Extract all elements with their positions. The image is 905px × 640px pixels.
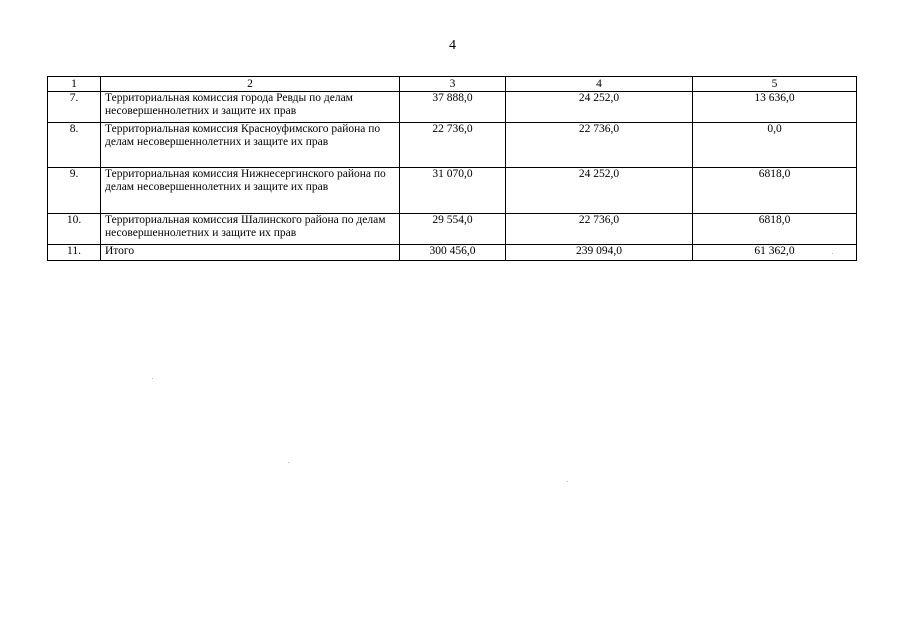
row-number: 11. bbox=[48, 245, 101, 261]
value-col-5: 6818,0 bbox=[693, 168, 857, 214]
total-col-3: 300 456,0 bbox=[400, 245, 506, 261]
table-header-row bbox=[48, 77, 857, 92]
row-number: 10. bbox=[48, 214, 101, 245]
value-col-3: 37 888,0 bbox=[400, 92, 506, 123]
table-row bbox=[48, 214, 857, 245]
data-table bbox=[47, 76, 857, 261]
header-col-4: 4 bbox=[506, 77, 693, 92]
header-col-1: 1 bbox=[48, 77, 101, 92]
value-col-5: 13 636,0 bbox=[693, 92, 857, 123]
value-col-4: 22 736,0 bbox=[506, 123, 693, 168]
commission-name: Территориальная комиссия Шалинского района по делам несовершеннолетних и защите их прав bbox=[101, 214, 400, 245]
header-col-2: 2 bbox=[101, 77, 400, 92]
scan-speck bbox=[567, 481, 568, 482]
table-row bbox=[48, 123, 857, 168]
value-col-5: 6818,0 bbox=[693, 214, 857, 245]
commission-name: Территориальная комиссия города Ревды по делам несовершеннолетних и защите их прав bbox=[101, 92, 400, 123]
scan-speck bbox=[288, 462, 289, 463]
value-col-5: 0,0 bbox=[693, 123, 857, 168]
value-col-3: 31 070,0 bbox=[400, 168, 506, 214]
page-number: 4 bbox=[449, 38, 456, 53]
table-row bbox=[48, 168, 857, 214]
commission-name: Территориальная комиссия Красноуфимского района по делам несовершеннолетних и защите их прав bbox=[101, 123, 400, 168]
value-col-3: 29 554,0 bbox=[400, 214, 506, 245]
row-number: 9. bbox=[48, 168, 101, 214]
value-col-4: 24 252,0 bbox=[506, 92, 693, 123]
row-number: 7. bbox=[48, 92, 101, 123]
value-col-4: 24 252,0 bbox=[506, 168, 693, 214]
scan-speck bbox=[832, 253, 833, 254]
table-row-total bbox=[48, 245, 857, 261]
value-col-4: 22 736,0 bbox=[506, 214, 693, 245]
value-col-3: 22 736,0 bbox=[400, 123, 506, 168]
header-col-3: 3 bbox=[400, 77, 506, 92]
commission-name: Территориальная комиссия Нижнесергинского района по делам несовершеннолетних и защите их прав bbox=[101, 168, 400, 214]
total-col-4: 239 094,0 bbox=[506, 245, 693, 261]
scan-speck bbox=[152, 378, 153, 379]
total-label: Итого bbox=[101, 245, 400, 261]
total-col-5: 61 362,0 bbox=[693, 245, 857, 261]
row-number: 8. bbox=[48, 123, 101, 168]
table-row bbox=[48, 92, 857, 123]
header-col-5: 5 bbox=[693, 77, 857, 92]
